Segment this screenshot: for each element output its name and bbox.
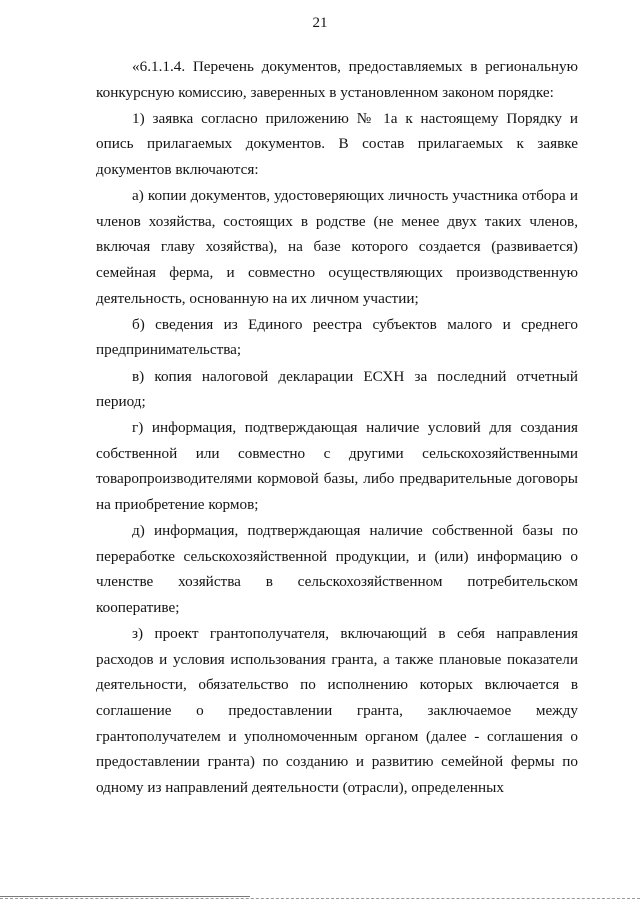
paragraph-item-b: б) сведения из Единого реестра субъектов малого и среднего предпринимательства; bbox=[96, 315, 578, 359]
paragraph-item-v: в) копия налоговой декларации ЕСХН за последний отчетный период; bbox=[96, 367, 578, 411]
paragraph-item-d: д) информация, подтверждающая наличие собственной базы по переработке сельскохозяйственной продукции, и (или) информацию о членстве хозяйства в сельскохозяйственном потребительском кооперативе; bbox=[96, 522, 578, 617]
paragraph-item-1: 1) заявка согласно приложению № 1а к настоящему Порядку и опись прилагаемых документов. В состав прилагаемых к заявке документов включаются: bbox=[96, 109, 578, 178]
paragraph-item-g: г) информация, подтверждающая наличие условий для создания собственной или совместно с другими сельскохозяйственными товаропроизводителями кормовой базы, либо предварительные договоры на приобретение кормов; bbox=[96, 419, 578, 514]
scan-edge-dashed-line bbox=[0, 898, 640, 899]
page-number: 21 bbox=[312, 15, 328, 31]
paragraph-item-a: а) копии документов, удостоверяющих личность участника отбора и членов хозяйства, состоящих в родстве (не менее двух таких членов, включая главу хозяйства), на базе которого создается (развивается) семейная ферма, и совместно осуществляющих производственную деятельность, основанную на их личном участии; bbox=[96, 187, 578, 307]
paragraph-intro: «6.1.1.4. Перечень документов, предоставляемых в региональную конкурсную комиссию, заверенных в установленном законом порядке: bbox=[96, 58, 578, 101]
scan-edge-line bbox=[0, 896, 250, 897]
document-body bbox=[96, 54, 578, 800]
paragraph-item-z: з) проект грантополучателя, включающий в себя направления расходов и условия использования гранта, а также плановые показатели деятельности, обязательство по исполнению которых включается в соглашение о предоставлении гранта, заключаемое между грантополучателем и уполномоченным органом (далее - соглашения о предоставлении гранта) по созданию и развитию семейной фермы по одному из направлений деятельности (отрасли), определенных bbox=[96, 625, 578, 796]
